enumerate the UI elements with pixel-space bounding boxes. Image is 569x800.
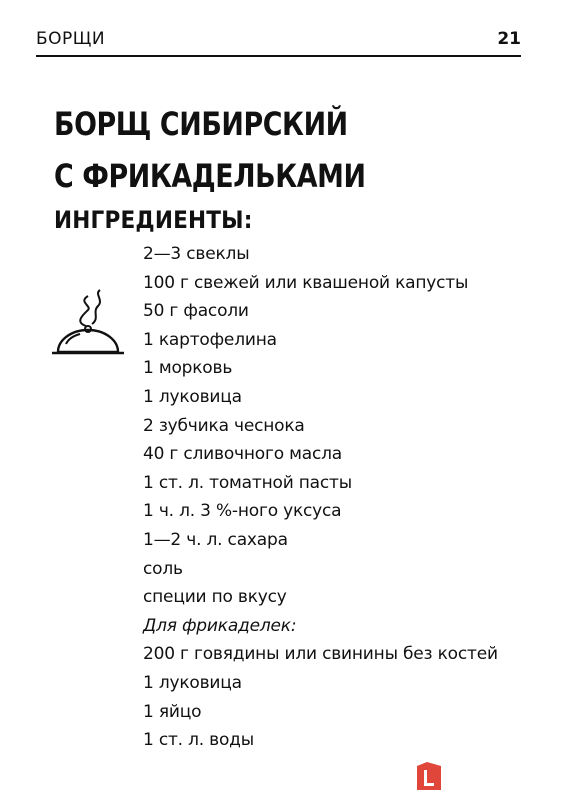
ingredient-item: 1 ч. л. 3 %-ного уксуса (143, 501, 342, 522)
meatball-ingredient-item: 200 г говядины или свинины без костей (143, 644, 498, 665)
recipe-title-line-1: БОРЩ СИБИРСКИЙ (54, 105, 348, 143)
ingredient-item: 1 картофелина (143, 329, 277, 350)
recipe-title-line-2: С ФРИКАДЕЛЬКАМИ (54, 157, 366, 195)
ingredient-item: соль (143, 558, 183, 579)
meatball-ingredient-item: 1 луковица (143, 672, 242, 693)
ingredient-item: 100 г свежей или квашеной капусты (143, 272, 469, 293)
page-header (36, 27, 521, 57)
meatballs-subheading: Для фрикаделек: (143, 615, 297, 636)
ingredient-item: специи по вкусу (143, 587, 287, 608)
ingredient-item: 40 г сливочного масла (143, 444, 343, 465)
ingredient-item: 1 луковица (143, 386, 242, 407)
ingredient-item: 1 ст. л. томатной пасты (143, 472, 352, 493)
ingredients-heading: ИНГРЕДИЕНТЫ: (54, 206, 253, 234)
section-name: БОРЩИ (36, 29, 106, 49)
publisher-logo-icon (415, 760, 443, 792)
ingredients-list (143, 240, 498, 755)
ingredient-item: 50 г фасоли (143, 301, 249, 322)
meatball-ingredient-item: 1 яйцо (143, 701, 202, 722)
meatball-ingredient-item: 1 ст. л. воды (143, 730, 254, 751)
cloche-icon (48, 284, 128, 356)
ingredient-item: 2—3 свеклы (143, 244, 250, 264)
ingredient-item: 1—2 ч. л. сахара (143, 529, 288, 550)
page-number: 21 (497, 29, 521, 49)
recipe-title (54, 98, 366, 202)
ingredient-item: 2 зубчика чеснока (143, 415, 305, 436)
ingredient-item: 1 морковь (143, 358, 233, 379)
